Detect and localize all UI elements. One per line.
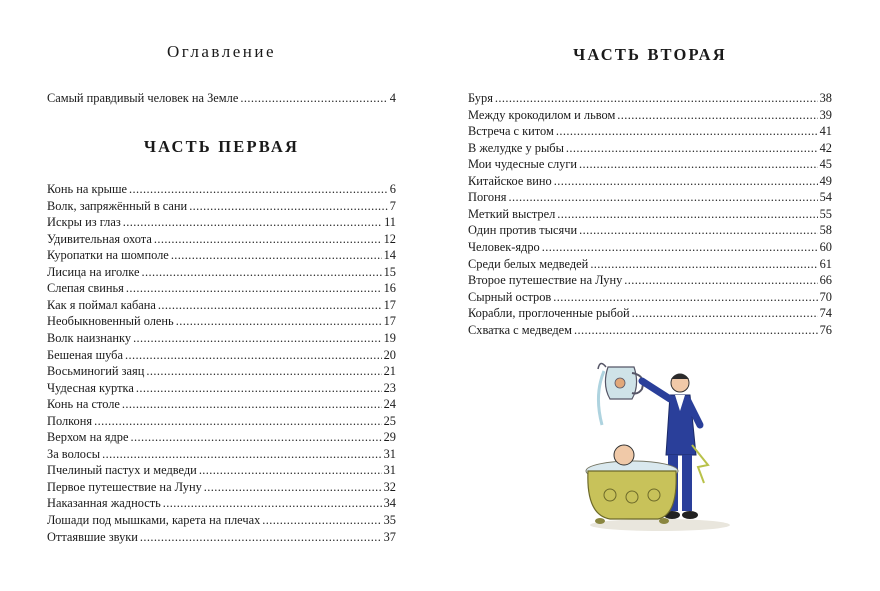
leader-dots: [556, 123, 818, 139]
entry-title: Лисица на иголке: [47, 264, 140, 279]
toc-entry[interactable]: [468, 107, 832, 123]
entry-page: 45: [819, 157, 832, 172]
leader-dots: [154, 231, 382, 247]
entry-title: Чудесная куртка: [47, 380, 134, 395]
entry-title: Корабли, проглоченные рыбой: [468, 306, 630, 321]
leader-dots: [557, 206, 817, 222]
entry-page: 58: [819, 223, 832, 238]
entry-title: За волосы: [47, 446, 101, 461]
entry-page: 31: [383, 446, 396, 461]
leader-dots: [579, 222, 818, 238]
entry-title: Самый правдивый человек на Земле: [47, 91, 239, 105]
entry-title: Искры из глаз: [47, 215, 121, 230]
leader-dots: [131, 429, 382, 445]
leader-dots: [554, 173, 818, 189]
entry-page: 19: [383, 330, 396, 345]
entry-page: 54: [819, 190, 832, 205]
entry-page: 42: [819, 140, 832, 155]
toc-entry[interactable]: [47, 297, 396, 313]
toc-entry[interactable]: [47, 396, 396, 412]
entry-title: Пчелиный пастух и медведи: [47, 463, 197, 478]
toc-entry[interactable]: [468, 305, 832, 321]
leader-dots: [122, 396, 382, 412]
toc-entry[interactable]: [47, 347, 396, 363]
entry-page: 7: [389, 198, 396, 213]
leader-dots: [199, 462, 382, 478]
toc-entry[interactable]: [468, 256, 832, 272]
entry-page: 41: [819, 124, 832, 139]
leader-dots: [579, 156, 818, 172]
toc-entry[interactable]: [47, 264, 396, 280]
entry-page: 24: [383, 397, 396, 412]
entry-title: Конь на столе: [47, 397, 120, 412]
leader-dots: [240, 90, 387, 106]
entry-page: 38: [819, 91, 832, 105]
toc-entry[interactable]: [47, 529, 396, 545]
leader-dots: [542, 239, 818, 255]
leader-dots: [566, 140, 818, 156]
entry-page: 12: [383, 231, 396, 246]
leader-dots: [123, 214, 382, 230]
toc-entry[interactable]: [47, 413, 396, 429]
toc-entry[interactable]: [468, 289, 832, 305]
entry-page: 34: [383, 496, 396, 511]
entry-title: Человек-ядро: [468, 239, 540, 254]
pitcher-icon: [598, 363, 643, 399]
entry-title: Встреча с китом: [468, 124, 554, 139]
toc-entry[interactable]: [47, 231, 396, 247]
entry-title: Второе путешествие на Луну: [468, 273, 623, 288]
leader-dots: [126, 280, 382, 296]
entry-page: 74: [819, 306, 832, 321]
entry-title: Волк, запряжённый в сани: [47, 198, 188, 213]
leader-dots: [158, 297, 382, 313]
entry-page: 76: [819, 322, 832, 337]
entry-page: 35: [383, 513, 396, 527]
toc-entry[interactable]: [47, 479, 396, 495]
leader-dots: [140, 529, 382, 545]
leader-dots: [176, 313, 382, 329]
toc-entry[interactable]: [47, 380, 396, 396]
leader-dots: [617, 107, 817, 123]
entry-page: 60: [819, 239, 832, 254]
toc-entry[interactable]: [47, 313, 396, 329]
entry-title: Как я поймал кабана: [47, 297, 156, 312]
leader-dots: [146, 363, 381, 379]
leader-dots: [136, 380, 382, 396]
entry-page: 39: [819, 107, 832, 122]
toc-entry[interactable]: [47, 214, 396, 230]
toc-entry[interactable]: [468, 222, 832, 238]
toc-entry[interactable]: [468, 140, 832, 156]
toc-entry[interactable]: [47, 495, 396, 511]
entry-title: Буря: [468, 91, 493, 105]
entry-title: Верхом на ядре: [47, 430, 129, 445]
right-page: [440, 0, 880, 591]
toc-entry[interactable]: [47, 330, 396, 346]
leader-dots: [624, 272, 817, 288]
entry-page: 25: [383, 413, 396, 428]
entry-title: Лошади под мышками, карета на плечах: [47, 513, 261, 527]
entry-title: Один против тысячи: [468, 223, 578, 238]
entry-title: Полконя: [47, 413, 93, 428]
leader-dots: [590, 256, 817, 272]
entry-page: 14: [383, 248, 396, 263]
entry-page: 61: [819, 256, 832, 271]
entry-page: 11: [384, 215, 396, 230]
baron-bath-illustration: [580, 355, 740, 535]
toc-entry[interactable]: [47, 247, 396, 263]
entry-page: 4: [389, 91, 396, 105]
leader-dots: [141, 264, 381, 280]
part-one-title: ЧАСТЬ ПЕРВАЯ: [143, 137, 300, 156]
toc-entry[interactable]: [468, 239, 832, 255]
entry-title: Оттаявшие звуки: [47, 529, 138, 544]
entry-title: Куропатки на шомполе: [47, 248, 169, 263]
entry-page: 21: [383, 364, 396, 379]
entry-title: Между крокодилом и львом: [468, 107, 616, 122]
toc-entry[interactable]: [468, 90, 832, 106]
leader-dots: [204, 479, 382, 495]
toc-entry[interactable]: [468, 322, 832, 338]
entry-page: 70: [819, 289, 832, 304]
leader-dots: [171, 247, 382, 263]
entry-title: Волк наизнанку: [47, 330, 132, 345]
entry-page: 15: [383, 264, 396, 279]
toc-entry[interactable]: [47, 462, 396, 478]
entry-title: Схватка с медведем: [468, 322, 573, 337]
entry-title: Меткий выстрел: [468, 206, 556, 221]
leader-dots: [163, 495, 382, 511]
toc-entry[interactable]: [47, 363, 396, 379]
bathtub-icon: [586, 445, 678, 524]
toc-title: Оглавление: [167, 42, 276, 61]
toc-entry[interactable]: [468, 156, 832, 172]
entry-title: Китайское вино: [468, 173, 552, 188]
entry-title: Мои чудесные слуги: [468, 157, 578, 172]
leader-dots: [129, 181, 388, 197]
entry-title: Слепая свинья: [47, 281, 124, 296]
entry-title: Наказанная жадность: [47, 496, 161, 511]
entry-title: Необыкновенный олень: [47, 314, 174, 329]
part-two-title: ЧАСТЬ ВТОРАЯ: [573, 45, 727, 64]
entry-title: Сырный остров: [468, 289, 552, 304]
toc-entry[interactable]: [47, 90, 396, 106]
entry-page: 16: [383, 281, 396, 296]
entry-page: 37: [383, 529, 396, 544]
toc-entry[interactable]: [47, 198, 396, 214]
toc-entry[interactable]: [468, 173, 832, 189]
leader-dots: [189, 198, 388, 214]
entry-page: 49: [819, 173, 832, 188]
entry-page: 66: [819, 273, 832, 288]
leader-dots: [495, 90, 818, 106]
entry-title: В желудке у рыбы: [468, 140, 564, 155]
entry-title: Бешеная шуба: [47, 347, 123, 362]
toc-entry[interactable]: [468, 206, 832, 222]
entry-page: 20: [383, 347, 396, 362]
entry-title: Конь на крыше: [47, 182, 128, 196]
toc-entry[interactable]: [47, 446, 396, 462]
leader-dots: [102, 446, 381, 462]
leader-dots: [553, 289, 817, 305]
entry-title: Среди белых медведей: [468, 256, 589, 271]
entry-title: Удивительная охота: [47, 231, 152, 246]
leader-dots: [94, 413, 382, 429]
toc-entry[interactable]: [468, 123, 832, 139]
leader-dots: [125, 347, 382, 363]
toc-entry[interactable]: [47, 280, 396, 296]
entry-page: 6: [389, 182, 396, 196]
entry-page: 55: [819, 206, 832, 221]
entry-title: Восьминогий заяц: [47, 364, 145, 379]
toc-entry[interactable]: [47, 429, 396, 445]
entry-page: 31: [383, 463, 396, 478]
toc-entry[interactable]: [47, 512, 396, 528]
entry-page: 17: [383, 314, 396, 329]
entry-page: 29: [383, 430, 396, 445]
toc-entry[interactable]: [468, 189, 832, 205]
leader-dots: [632, 305, 818, 321]
leader-dots: [133, 330, 382, 346]
toc-entry[interactable]: [468, 272, 832, 288]
leader-dots: [262, 512, 381, 528]
leader-dots: [574, 322, 818, 338]
entry-title: Погоня: [468, 190, 507, 205]
entry-page: 23: [383, 380, 396, 395]
toc-entry[interactable]: [47, 181, 396, 197]
entry-page: 32: [383, 479, 396, 494]
entry-page: 17: [383, 297, 396, 312]
leader-dots: [508, 189, 817, 205]
entry-title: Первое путешествие на Луну: [47, 479, 202, 494]
